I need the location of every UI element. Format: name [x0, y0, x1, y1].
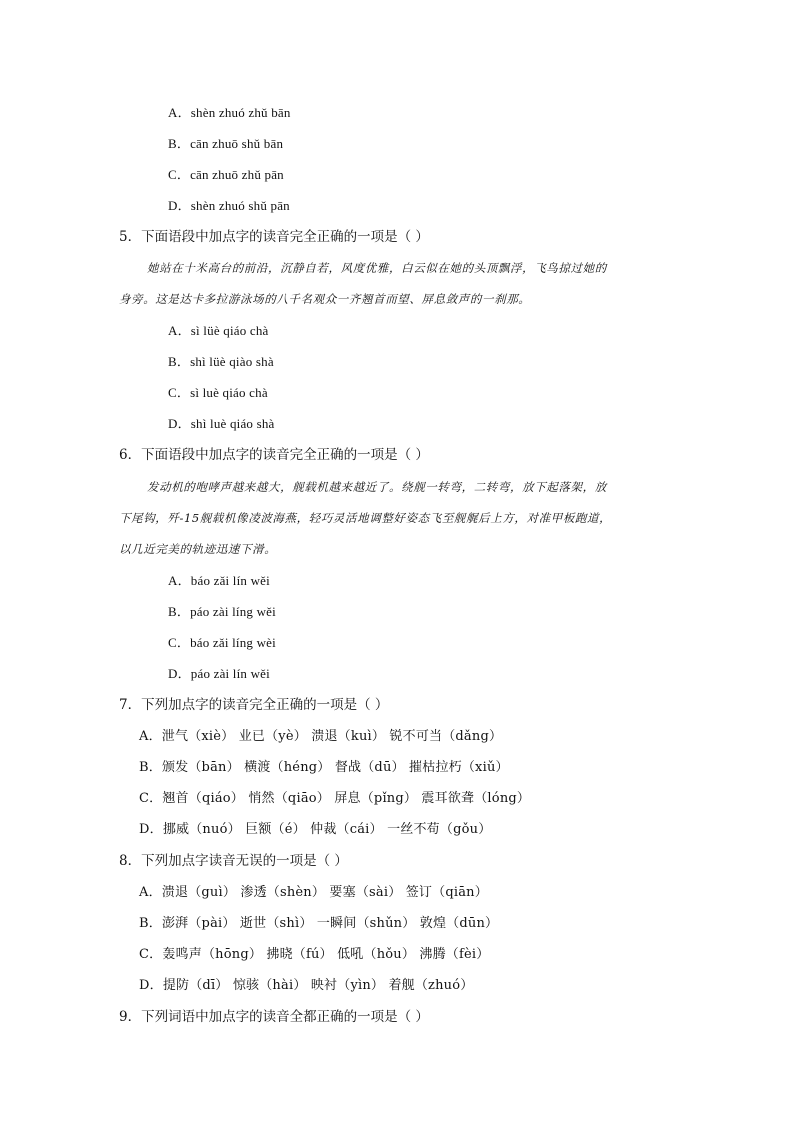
q6-stem: 6．下面语段中加点字的读音完全正确的一项是（ ） [119, 447, 429, 463]
q7-option-d: D．挪威（nuó） 巨额（é） 仲裁（cái） 一丝不苟（gǒu） [139, 822, 492, 837]
q4-option-c: C．cān zhuō zhǔ pān [168, 167, 284, 182]
q8-option-a: A．溃退（guì） 渗透（shèn） 要塞（sài） 签订（qiān） [139, 885, 488, 900]
q5-option-b: B．shì lüè qiào shà [168, 354, 274, 369]
q5-option-d: D．shì luè qiáo shà [168, 416, 275, 431]
q5-option-a: A．sì lüè qiáo chà [168, 323, 269, 338]
q5-option-c: C．sì luè qiáo chà [168, 385, 268, 400]
q7-option-b: B．颁发（bān） 横渡（héng） 督战（dū） 摧枯拉朽（xiǔ） [139, 760, 509, 775]
q4-option-d: D．shèn zhuó shǔ pān [168, 198, 290, 213]
q5-passage-line-1: 她站在十米高台的前沿，沉静自若，风度优雅，白云似在她的头顶飘浮，飞鸟掠过她的 [147, 261, 607, 275]
q4-option-b: B．cān zhuō shǔ bān [168, 136, 284, 151]
q6-passage-line-3: 以几近完美的轨迹迅速下滑。 [119, 542, 277, 556]
q6-passage-line-1: 发动机的咆哮声越来越大，舰载机越来越近了。绕舰一转弯，二转弯，放下起落架，放 [147, 480, 607, 494]
q7-stem: 7．下列加点字的读音完全正确的一项是（ ） [119, 697, 389, 713]
q8-option-b: B．澎湃（pài） 逝世（shì） 一瞬间（shǔn） 敦煌（dūn） [139, 916, 499, 931]
q5-passage-line-2: 身旁。这是达卡多拉游泳场的八千名观众一齐翘首而望、屏息敛声的一刹那。 [119, 292, 531, 306]
q7-option-c: C．翘首（qiáo） 悄然（qiāo） 屏息（pǐng） 震耳欲聋（lóng） [139, 791, 531, 806]
q6-option-b: B．páo zài líng wěi [168, 604, 276, 619]
q6-option-d: D．páo zài lín wěi [168, 666, 270, 681]
q6-option-a: A．báo zǎi lín wěi [168, 573, 270, 588]
q4-option-a: A．shèn zhuó zhǔ bān [168, 105, 291, 120]
q5-stem: 5．下面语段中加点字的读音完全正确的一项是（ ） [119, 229, 429, 245]
q8-option-d: D．提防（dī） 惊骇（hài） 映衬（yìn） 着舰（zhuó） [139, 978, 474, 993]
q9-stem: 9．下列词语中加点字的读音全都正确的一项是（ ） [119, 1009, 429, 1025]
q6-option-c: C．báo zǎi líng wèi [168, 635, 276, 650]
q7-option-a: A．泄气（xiè） 业已（yè） 溃退（kuì） 锐不可当（dǎng） [139, 729, 503, 744]
q8-stem: 8．下列加点字读音无误的一项是（ ） [119, 853, 348, 869]
q6-passage-line-2: 下尾钩，歼-15舰载机像凌波海燕，轻巧灵活地调整好姿态飞至舰艉后上方，对准甲板跑道， [119, 511, 612, 525]
q8-option-c: C．轰鸣声（hōng） 拂晓（fú） 低吼（hǒu） 沸腾（fèi） [139, 947, 490, 962]
